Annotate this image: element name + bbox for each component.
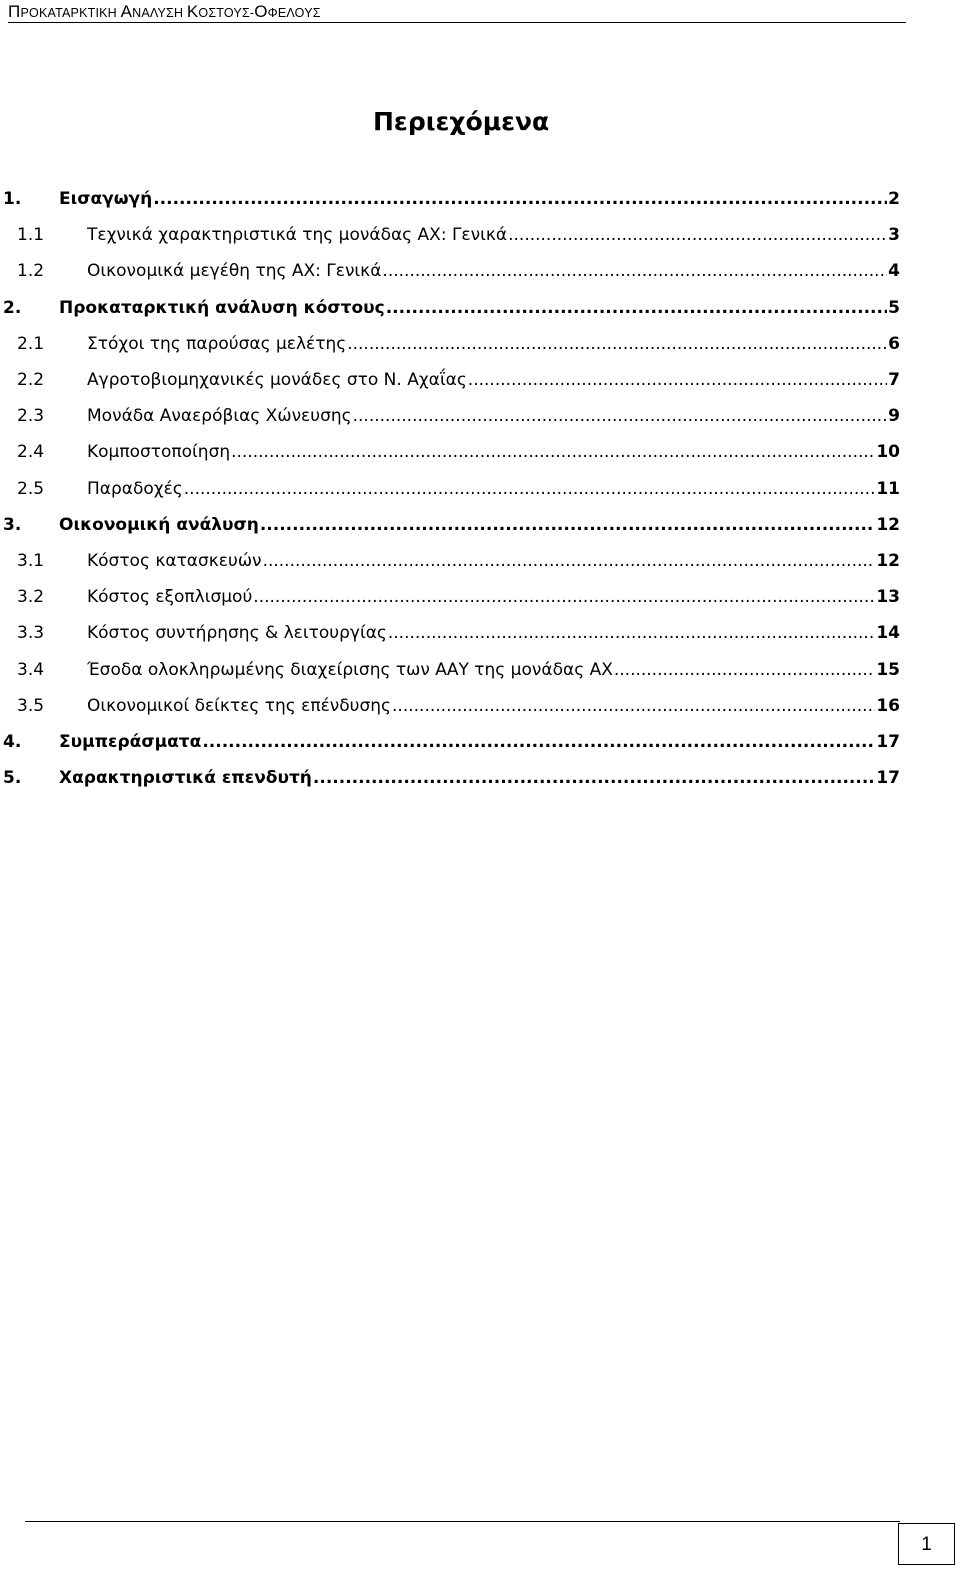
toc-entry-label: Οικονομικά μεγέθη της ΑΧ: Γενικά (87, 261, 382, 281)
toc-entry-page: 5 (888, 298, 900, 318)
toc-entry[interactable] (0, 295, 906, 321)
toc-entry-label: Χαρακτηριστικά επενδυτή (59, 768, 312, 788)
footer-divider (25, 1521, 900, 1522)
toc-entry-number: 2.3 (17, 406, 45, 426)
toc-entry-number: 2.4 (17, 442, 45, 462)
toc-entry-page: 7 (888, 370, 900, 390)
toc-entry-label: Προκαταρκτική ανάλυση κόστους (59, 298, 385, 318)
toc-entry-label: Οικονομικοί δείκτες της επένδυσης (87, 696, 392, 716)
toc-entry[interactable] (0, 548, 906, 574)
toc-entry[interactable] (0, 258, 906, 284)
toc-leader-dots (184, 476, 876, 502)
toc-entry-page: 16 (876, 696, 900, 716)
toc-entry-page: 17 (876, 732, 900, 752)
toc-entry[interactable] (0, 584, 906, 610)
toc-entry[interactable] (0, 729, 906, 755)
toc-entry-label: Κομποστοποίηση (87, 442, 231, 462)
toc-entry-page: 17 (876, 768, 900, 788)
toc-leader-dots (388, 620, 875, 646)
toc-leader-dots (508, 222, 887, 248)
toc-entry-page: 12 (876, 551, 900, 571)
toc-entry[interactable] (0, 657, 906, 683)
toc-entry-label: Στόχοι της παρούσας μελέτης (87, 334, 347, 354)
toc-entry-label: Τεχνικά χαρακτηριστικά της μονάδας ΑΧ: Γενικά (87, 225, 508, 245)
toc-entry-number: 2.2 (17, 370, 45, 390)
toc-entry-page: 6 (888, 334, 900, 354)
toc-entry-page: 11 (876, 479, 900, 499)
toc-leader-dots (313, 765, 875, 791)
toc-entry-label: Συμπεράσματα (59, 732, 202, 752)
toc-entry-label: Έσοδα ολοκληρωμένης διαχείρισης των ΑΑΥ της μονάδας ΑΧ (87, 660, 613, 680)
toc-entry-page: 14 (876, 623, 900, 643)
toc-entry-number: 3.2 (17, 587, 45, 607)
toc-leader-dots (347, 331, 887, 357)
toc-entry[interactable] (0, 403, 906, 429)
toc-title: Περιεχόμενα (373, 107, 550, 136)
toc-entry[interactable] (0, 222, 906, 248)
toc-entry-number: 1. (3, 189, 22, 209)
toc-entry[interactable] (0, 512, 906, 538)
header-title: ΠΡΟΚΑΤΑΡΚΤΙΚΗ ΑΝΑΛΥΣΗ ΚΟΣΤΟΥΣ-ΟΦΕΛΟΥΣ (8, 2, 321, 21)
toc-entry-label: Κόστος κατασκευών (87, 551, 262, 571)
toc-leader-dots (382, 258, 887, 284)
toc-leader-dots (231, 439, 875, 465)
toc-entry-number: 2.5 (17, 479, 45, 499)
toc-entry-page: 9 (888, 406, 900, 426)
toc-entry[interactable] (0, 367, 906, 393)
toc-leader-dots (260, 512, 875, 538)
toc-entry[interactable] (0, 186, 906, 212)
toc-leader-dots (392, 693, 875, 719)
toc-entry-number: 1.1 (17, 225, 45, 245)
toc-entry[interactable] (0, 765, 906, 791)
toc-leader-dots (614, 657, 875, 683)
toc-entry-label: Παραδοχές (87, 479, 183, 499)
toc-leader-dots (253, 584, 875, 610)
running-header (8, 2, 906, 23)
toc-leader-dots (202, 729, 875, 755)
toc-entry-page: 3 (888, 225, 900, 245)
toc-entry-label: Μονάδα Αναερόβιας Χώνευσης (87, 406, 352, 426)
toc-entry-number: 3.1 (17, 551, 45, 571)
toc-leader-dots (353, 403, 888, 429)
toc-entry-number: 3. (3, 515, 22, 535)
toc-entry[interactable] (0, 476, 906, 502)
toc-leader-dots (468, 367, 887, 393)
toc-entry-label: Οικονομική ανάλυση (59, 515, 259, 535)
toc-entry[interactable] (0, 439, 906, 465)
toc-entry-page: 13 (876, 587, 900, 607)
toc-entry-label: Κόστος συντήρησης & λειτουργίας (87, 623, 387, 643)
toc-entry-number: 3.3 (17, 623, 45, 643)
toc-entry-number: 4. (3, 732, 22, 752)
toc-leader-dots (153, 186, 887, 212)
toc-entry[interactable] (0, 693, 906, 719)
toc-entry-number: 3.5 (17, 696, 45, 716)
toc-entry-page: 2 (888, 189, 900, 209)
toc-entry[interactable] (0, 620, 906, 646)
toc-leader-dots (386, 295, 887, 321)
toc-leader-dots (263, 548, 876, 574)
toc-entry-label: Αγροτοβιομηχανικές μονάδες στο Ν. Αχαΐας (87, 370, 467, 390)
toc-entry-number: 1.2 (17, 261, 45, 281)
toc-entry-label: Κόστος εξοπλισμού (87, 587, 253, 607)
toc-entry-label: Εισαγωγή (59, 189, 153, 209)
toc-entry-number: 2. (3, 298, 22, 318)
toc-entry-number: 2.1 (17, 334, 45, 354)
toc-entry[interactable] (0, 331, 906, 357)
toc-entry-page: 10 (876, 442, 900, 462)
toc-entry-number: 3.4 (17, 660, 45, 680)
toc-entry-page: 12 (876, 515, 900, 535)
toc-entry-page: 15 (876, 660, 900, 680)
toc-entry-page: 4 (888, 261, 900, 281)
toc-entry-number: 5. (3, 768, 22, 788)
page-number: 1 (898, 1523, 955, 1565)
